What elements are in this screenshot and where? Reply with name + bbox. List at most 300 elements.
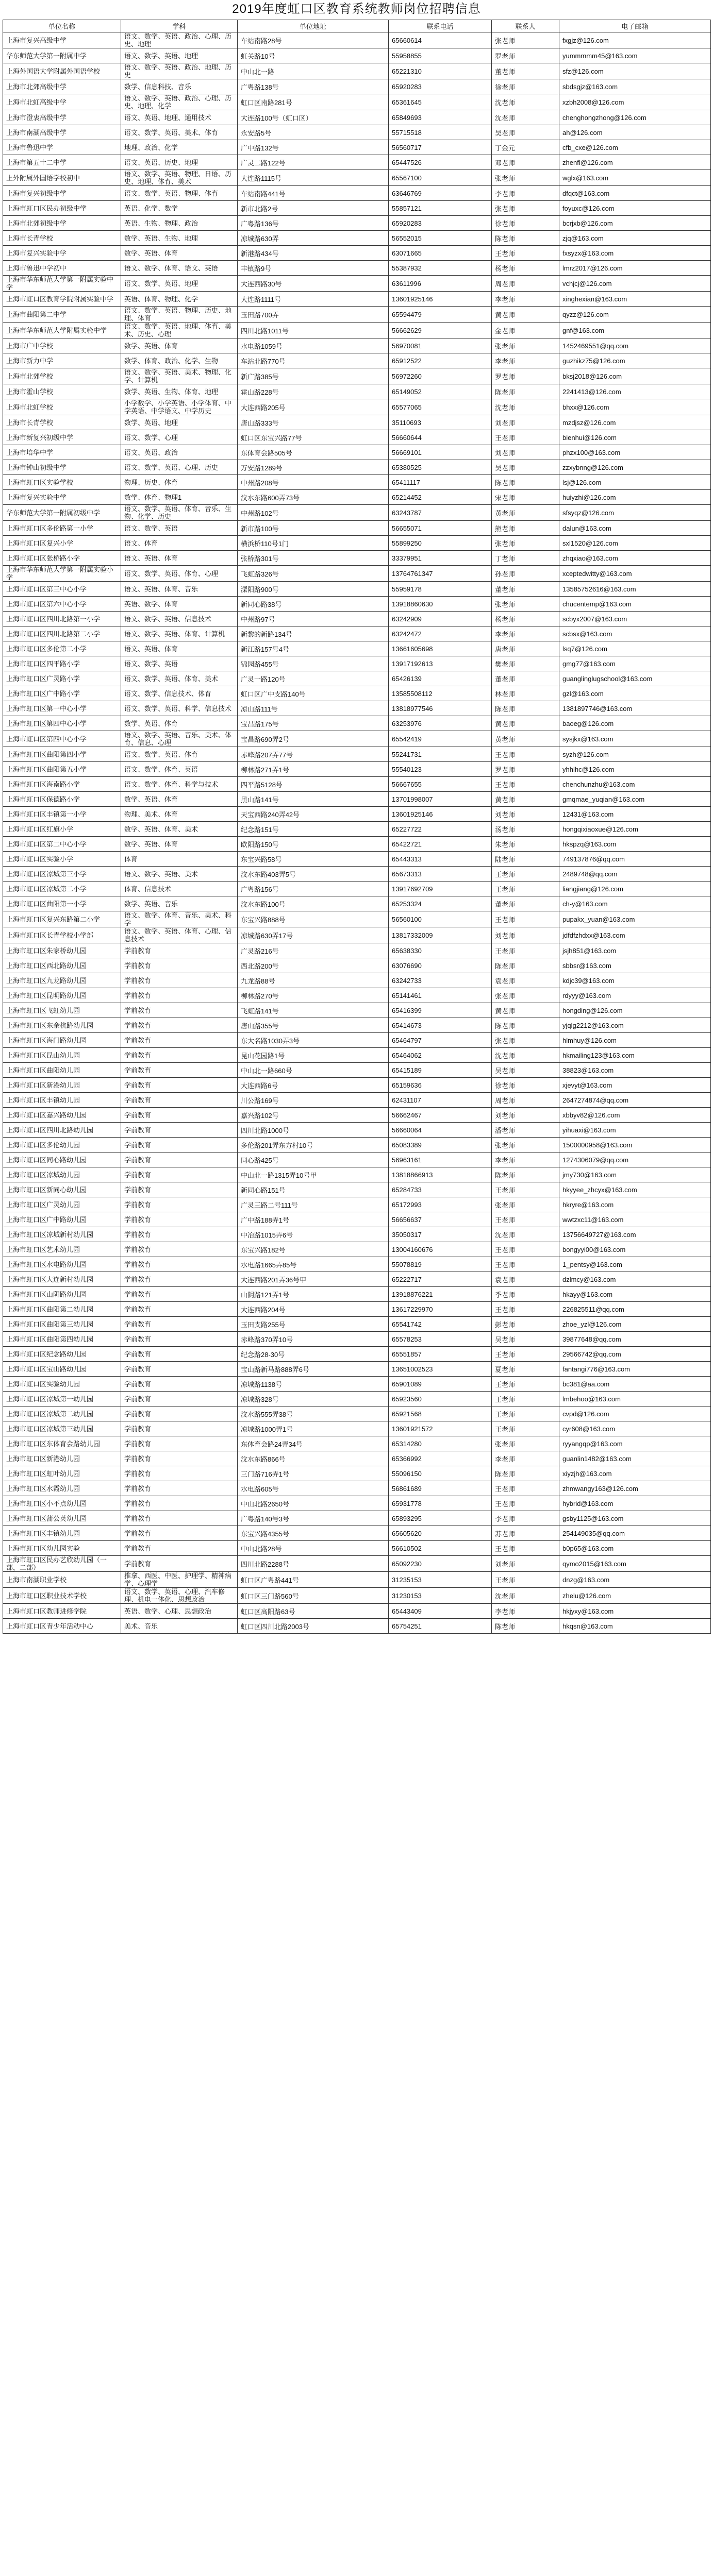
email-cell: wglx@163.com bbox=[559, 170, 711, 186]
column-header-address: 单位地址 bbox=[238, 20, 389, 32]
school-name-cell: 上海市虹口区四平路小学 bbox=[3, 656, 121, 671]
phone-cell: 56656637 bbox=[389, 1212, 492, 1227]
table-row bbox=[3, 170, 711, 186]
contact-person-cell: 王老师 bbox=[492, 1481, 559, 1496]
address-cell: 霍山路228号 bbox=[238, 384, 389, 399]
table-row bbox=[3, 445, 711, 460]
email-cell: vchjcj@126.com bbox=[559, 276, 711, 292]
table-row bbox=[3, 292, 711, 307]
address-cell: 赤峰路207弄77号 bbox=[238, 747, 389, 762]
address-cell: 中冶路1015弄6号 bbox=[238, 1227, 389, 1242]
contact-person-cell: 王老师 bbox=[492, 1421, 559, 1436]
phone-cell: 63076690 bbox=[389, 958, 492, 973]
school-name-cell: 上海市虹口区凉城第一幼儿园 bbox=[3, 1392, 121, 1406]
header-row bbox=[3, 20, 711, 32]
table-row bbox=[3, 1197, 711, 1212]
table-row bbox=[3, 1332, 711, 1347]
table-row bbox=[3, 792, 711, 807]
subject-cell: 学前教育 bbox=[121, 1182, 238, 1197]
email-cell: hybrid@163.com bbox=[559, 1496, 711, 1511]
email-cell: 2241413@126.com bbox=[559, 384, 711, 399]
contact-person-cell: 陈老师 bbox=[492, 1167, 559, 1182]
email-cell: bienhui@126.com bbox=[559, 430, 711, 445]
address-cell: 大连西路201弄36号甲 bbox=[238, 1272, 389, 1287]
table-row bbox=[3, 1572, 711, 1588]
table-row bbox=[3, 490, 711, 505]
school-name-cell: 上海市广中学校 bbox=[3, 338, 121, 353]
school-name-cell: 上海市长青学校 bbox=[3, 415, 121, 430]
contact-person-cell: 陈老师 bbox=[492, 701, 559, 716]
school-name-cell: 上海市虹口区凉城第三小学 bbox=[3, 867, 121, 882]
email-cell: sysjkx@163.com bbox=[559, 731, 711, 747]
email-cell: wwtzxc11@163.com bbox=[559, 1212, 711, 1227]
school-name-cell: 上海市虹口区保德路小学 bbox=[3, 792, 121, 807]
school-name-cell: 上海市虹口区蒲公英幼儿园 bbox=[3, 1511, 121, 1526]
subject-cell: 学前教育 bbox=[121, 958, 238, 973]
address-cell: 唐山路333号 bbox=[238, 415, 389, 430]
contact-person-cell: 袁老师 bbox=[492, 973, 559, 988]
contact-person-cell: 吴老师 bbox=[492, 125, 559, 140]
address-cell: 中山北一路 bbox=[238, 63, 389, 79]
table-row bbox=[3, 216, 711, 231]
contact-person-cell: 王老师 bbox=[492, 1496, 559, 1511]
email-cell: xjevyt@163.com bbox=[559, 1078, 711, 1093]
school-name-cell: 上海市虹口区东余杭路幼儿园 bbox=[3, 1018, 121, 1033]
subject-cell: 学前教育 bbox=[121, 1063, 238, 1078]
phone-cell: 56972260 bbox=[389, 368, 492, 384]
address-cell: 大连路1111号 bbox=[238, 292, 389, 307]
contact-person-cell: 王老师 bbox=[492, 1347, 559, 1362]
table-row bbox=[3, 63, 711, 79]
phone-cell: 13764761347 bbox=[389, 566, 492, 582]
subject-cell: 语文、数学、英语、政治、心理、历史、地理 bbox=[121, 32, 238, 48]
school-name-cell: 上海市虹口区实验学校 bbox=[3, 475, 121, 490]
address-cell: 玉田路700弄 bbox=[238, 307, 389, 323]
phone-cell: 65083389 bbox=[389, 1138, 492, 1153]
table-row bbox=[3, 671, 711, 686]
phone-cell: 13651002523 bbox=[389, 1362, 492, 1377]
phone-cell: 56970081 bbox=[389, 338, 492, 353]
address-cell: 汶水东路600弄73号 bbox=[238, 490, 389, 505]
email-cell: qymo2015@163.com bbox=[559, 1556, 711, 1572]
table-row bbox=[3, 807, 711, 822]
subject-cell: 学前教育 bbox=[121, 988, 238, 1003]
school-name-cell: 上海市复兴初级中学 bbox=[3, 186, 121, 201]
school-name-cell: 上海市虹口区新港幼儿园 bbox=[3, 1078, 121, 1093]
table-row bbox=[3, 1093, 711, 1108]
school-name-cell: 上海市虹口区飞虹幼儿园 bbox=[3, 1003, 121, 1018]
email-cell: cyr608@163.com bbox=[559, 1421, 711, 1436]
address-cell: 虹口区四川北路2003号 bbox=[238, 1619, 389, 1634]
subject-cell: 数学、英语、体育 bbox=[121, 716, 238, 731]
email-cell: bhxx@126.com bbox=[559, 399, 711, 415]
email-cell: pupakx_yuan@163.com bbox=[559, 911, 711, 927]
table-row bbox=[3, 261, 711, 276]
table-row bbox=[3, 867, 711, 882]
email-cell: hlmhuy@126.com bbox=[559, 1033, 711, 1048]
phone-cell: 65414673 bbox=[389, 1018, 492, 1033]
contact-person-cell: 朱老师 bbox=[492, 837, 559, 852]
subject-cell: 语文、数学、体育、科学与技术 bbox=[121, 777, 238, 792]
contact-person-cell: 丁金元 bbox=[492, 140, 559, 155]
address-cell: 凉山路111号 bbox=[238, 701, 389, 716]
address-cell: 锦园路455号 bbox=[238, 656, 389, 671]
address-cell: 新市北路2号 bbox=[238, 201, 389, 216]
table-row bbox=[3, 747, 711, 762]
subject-cell: 语文、体育 bbox=[121, 536, 238, 551]
address-cell: 汶水东路403弄5号 bbox=[238, 867, 389, 882]
phone-cell: 13661605698 bbox=[389, 641, 492, 656]
email-cell: cvpd@126.com bbox=[559, 1406, 711, 1421]
email-cell: 2489748@qq.com bbox=[559, 867, 711, 882]
phone-cell: 13701998007 bbox=[389, 792, 492, 807]
table-row bbox=[3, 1541, 711, 1556]
phone-cell: 65920283 bbox=[389, 79, 492, 94]
table-row bbox=[3, 626, 711, 641]
table-row bbox=[3, 1003, 711, 1018]
contact-person-cell: 王老师 bbox=[492, 867, 559, 882]
address-cell: 多伦路201弄东方村10号 bbox=[238, 1138, 389, 1153]
phone-cell: 55857121 bbox=[389, 201, 492, 216]
email-cell: b0p65@163.com bbox=[559, 1541, 711, 1556]
subject-cell: 英语、数学、体育 bbox=[121, 597, 238, 612]
phone-cell: 31230153 bbox=[389, 1588, 492, 1604]
email-cell: jdfdfzhdxx@163.com bbox=[559, 927, 711, 943]
table-row bbox=[3, 1123, 711, 1138]
address-cell: 虹关路10号 bbox=[238, 48, 389, 63]
school-name-cell: 上海市第五十二中学 bbox=[3, 155, 121, 170]
school-name-cell: 上海市虹口区昆明路幼儿园 bbox=[3, 988, 121, 1003]
school-name-cell: 上海市虹口区曲阳第一小学 bbox=[3, 896, 121, 911]
contact-person-cell: 董老师 bbox=[492, 582, 559, 597]
subject-cell: 数学、信息科技、音乐 bbox=[121, 79, 238, 94]
phone-cell: 56560100 bbox=[389, 911, 492, 927]
contact-person-cell: 周老师 bbox=[492, 276, 559, 292]
subject-cell: 语文、数学、英语、体育、心理、信息技术 bbox=[121, 927, 238, 943]
subject-cell: 语文、数学、体育、语文、英语 bbox=[121, 261, 238, 276]
subject-cell: 学前教育 bbox=[121, 1287, 238, 1302]
contact-person-cell: 徐老师 bbox=[492, 216, 559, 231]
email-cell: 1274306079@qq.com bbox=[559, 1153, 711, 1167]
table-row bbox=[3, 837, 711, 852]
school-name-cell: 上海市虹口区实验小学 bbox=[3, 852, 121, 867]
school-name-cell: 上海市虹口区曲阳第三幼儿园 bbox=[3, 1317, 121, 1332]
email-cell: foyuxc@126.com bbox=[559, 201, 711, 216]
email-cell: ch-y@163.com bbox=[559, 896, 711, 911]
phone-cell: 56660644 bbox=[389, 430, 492, 445]
address-cell: 四川北路1011号 bbox=[238, 323, 389, 338]
contact-person-cell: 董老师 bbox=[492, 63, 559, 79]
school-name-cell: 上外附属外国语学校初中 bbox=[3, 170, 121, 186]
phone-cell: 63242472 bbox=[389, 626, 492, 641]
table-row bbox=[3, 882, 711, 896]
subject-cell: 学前教育 bbox=[121, 1362, 238, 1377]
address-cell: 广灵路216号 bbox=[238, 943, 389, 958]
phone-cell: 65660614 bbox=[389, 32, 492, 48]
subject-cell: 语文、数学、英语、美术、体育 bbox=[121, 125, 238, 140]
table-row bbox=[3, 155, 711, 170]
subject-cell: 学前教育 bbox=[121, 1451, 238, 1466]
phone-cell: 65849693 bbox=[389, 110, 492, 125]
address-cell: 虹口区三门路560号 bbox=[238, 1588, 389, 1604]
address-cell: 飞虹路326号 bbox=[238, 566, 389, 582]
email-cell: xzbh2008@126.com bbox=[559, 94, 711, 110]
address-cell: 四平路5128号 bbox=[238, 777, 389, 792]
email-cell: 38823@163.com bbox=[559, 1063, 711, 1078]
subject-cell: 语文、数学、英语、物理、体育 bbox=[121, 186, 238, 201]
phone-cell: 65443313 bbox=[389, 852, 492, 867]
phone-cell: 65284733 bbox=[389, 1182, 492, 1197]
school-name-cell: 上海市霍山学校 bbox=[3, 384, 121, 399]
school-name-cell: 上海市虹口区朱家桥幼儿园 bbox=[3, 943, 121, 958]
table-row bbox=[3, 1167, 711, 1182]
table-row bbox=[3, 475, 711, 490]
email-cell: guanglinglugschool@163.com bbox=[559, 671, 711, 686]
table-row bbox=[3, 231, 711, 246]
email-cell: sbdsgjz@163.com bbox=[559, 79, 711, 94]
phone-cell: 63242909 bbox=[389, 612, 492, 626]
subject-cell: 学前教育 bbox=[121, 1257, 238, 1272]
contact-person-cell: 李老师 bbox=[492, 1604, 559, 1619]
subject-cell: 学前教育 bbox=[121, 1167, 238, 1182]
address-cell: 广灵一路120号 bbox=[238, 671, 389, 686]
email-cell: scbsx@163.com bbox=[559, 626, 711, 641]
contact-person-cell: 陆老师 bbox=[492, 852, 559, 867]
email-cell: jsjh851@163.com bbox=[559, 943, 711, 958]
subject-cell: 数学、英语、音乐 bbox=[121, 896, 238, 911]
contact-person-cell: 沈老师 bbox=[492, 1048, 559, 1063]
contact-person-cell: 黄老师 bbox=[492, 1003, 559, 1018]
address-cell: 中州路97号 bbox=[238, 612, 389, 626]
school-name-cell: 上海市北郊初级中学 bbox=[3, 216, 121, 231]
subject-cell: 语文、数学、英语、体育、音乐、生物、化学、历史 bbox=[121, 505, 238, 521]
phone-cell: 65551857 bbox=[389, 1347, 492, 1362]
phone-cell: 13917192613 bbox=[389, 656, 492, 671]
email-cell: fantangi776@163.com bbox=[559, 1362, 711, 1377]
phone-cell: 65567100 bbox=[389, 170, 492, 186]
email-cell: 749137876@qq.com bbox=[559, 852, 711, 867]
school-name-cell: 上海市虹口区小不点幼儿园 bbox=[3, 1496, 121, 1511]
contact-person-cell: 王老师 bbox=[492, 1392, 559, 1406]
email-cell: hkryre@163.com bbox=[559, 1197, 711, 1212]
subject-cell: 语文、数学、英语、政治、地理、历史 bbox=[121, 63, 238, 79]
phone-cell: 65411117 bbox=[389, 475, 492, 490]
address-cell: 广灵二路122号 bbox=[238, 155, 389, 170]
table-row bbox=[3, 399, 711, 415]
email-cell: 1381897746@163.com bbox=[559, 701, 711, 716]
subject-cell: 物理、美术、体育 bbox=[121, 807, 238, 822]
email-cell: hkayy@163.com bbox=[559, 1287, 711, 1302]
school-name-cell: 上海市虹口区复兴东路第二小学 bbox=[3, 911, 121, 927]
phone-cell: 13004160676 bbox=[389, 1242, 492, 1257]
table-row bbox=[3, 566, 711, 582]
address-cell: 车站南路28号 bbox=[238, 32, 389, 48]
address-cell: 丰镇路9号 bbox=[238, 261, 389, 276]
phone-cell: 55096150 bbox=[389, 1466, 492, 1481]
contact-person-cell: 王老师 bbox=[492, 882, 559, 896]
phone-cell: 55540123 bbox=[389, 762, 492, 777]
email-cell: 254149035@qq.com bbox=[559, 1526, 711, 1541]
email-cell: dalun@163.com bbox=[559, 521, 711, 536]
contact-person-cell: 王老师 bbox=[492, 1212, 559, 1227]
phone-cell: 65415189 bbox=[389, 1063, 492, 1078]
email-cell: ryyangqp@163.com bbox=[559, 1436, 711, 1451]
subject-cell: 学前教育 bbox=[121, 1302, 238, 1317]
email-cell: sxl1520@126.com bbox=[559, 536, 711, 551]
address-cell: 大连路1115号 bbox=[238, 170, 389, 186]
contact-person-cell: 陈老师 bbox=[492, 231, 559, 246]
school-name-cell: 上海市华东师范大学附属实验中学 bbox=[3, 323, 121, 338]
subject-cell: 语文、数学、英语、地理、体育、美术、历史、心理 bbox=[121, 323, 238, 338]
subject-cell: 推拿、西医、中医、护理学、精神病学、心理学 bbox=[121, 1572, 238, 1588]
address-cell: 同心路425号 bbox=[238, 1153, 389, 1167]
address-cell: 新港路434号 bbox=[238, 246, 389, 261]
table-row bbox=[3, 246, 711, 261]
school-name-cell: 上海市北郊学校 bbox=[3, 368, 121, 384]
contact-person-cell: 刘老师 bbox=[492, 445, 559, 460]
subject-cell: 美术、音乐 bbox=[121, 1619, 238, 1634]
contact-person-cell: 张老师 bbox=[492, 201, 559, 216]
school-name-cell: 上海市虹口区实验幼儿园 bbox=[3, 1377, 121, 1392]
email-cell: hongding@126.com bbox=[559, 1003, 711, 1018]
school-name-cell: 上海市虹口区嘉兴路幼儿园 bbox=[3, 1108, 121, 1123]
phone-cell: 65447526 bbox=[389, 155, 492, 170]
table-row bbox=[3, 1421, 711, 1436]
contact-person-cell: 熊老师 bbox=[492, 521, 559, 536]
email-cell: dfqct@163.com bbox=[559, 186, 711, 201]
email-cell: rdyyy@163.com bbox=[559, 988, 711, 1003]
table-row bbox=[3, 1466, 711, 1481]
subject-cell: 语文、数学、英语、体育 bbox=[121, 747, 238, 762]
contact-person-cell: 李老师 bbox=[492, 353, 559, 368]
table-row bbox=[3, 276, 711, 292]
table-row bbox=[3, 943, 711, 958]
subject-cell: 学前教育 bbox=[121, 973, 238, 988]
email-cell: yummmmm45@163.com bbox=[559, 48, 711, 63]
subject-cell: 学前教育 bbox=[121, 1153, 238, 1167]
email-cell: sbbsr@163.com bbox=[559, 958, 711, 973]
subject-cell: 学前教育 bbox=[121, 1138, 238, 1153]
table-row bbox=[3, 1287, 711, 1302]
phone-cell: 65901089 bbox=[389, 1377, 492, 1392]
address-cell: 凉城路630弄17号 bbox=[238, 927, 389, 943]
phone-cell: 13918860630 bbox=[389, 597, 492, 612]
email-cell: xiyzjh@163.com bbox=[559, 1466, 711, 1481]
subject-cell: 语文、数学、英语、心理、历史 bbox=[121, 460, 238, 475]
email-cell: bksj2018@126.com bbox=[559, 368, 711, 384]
email-cell: lmbehoo@163.com bbox=[559, 1392, 711, 1406]
subject-cell: 学前教育 bbox=[121, 1556, 238, 1572]
subject-cell: 学前教育 bbox=[121, 1317, 238, 1332]
email-cell: mzdjsz@126.com bbox=[559, 415, 711, 430]
email-cell: kdjc39@163.com bbox=[559, 973, 711, 988]
subject-cell: 语文、英语、体育、音乐 bbox=[121, 582, 238, 597]
subject-cell: 学前教育 bbox=[121, 1033, 238, 1048]
school-name-cell: 上海市鲁迅中学 bbox=[3, 140, 121, 155]
email-cell: gnf@163.com bbox=[559, 323, 711, 338]
contact-person-cell: 李老师 bbox=[492, 1153, 559, 1167]
subject-cell: 学前教育 bbox=[121, 1093, 238, 1108]
table-row bbox=[3, 731, 711, 747]
column-header-school: 单位名称 bbox=[3, 20, 121, 32]
school-name-cell: 上海市虹口区凉城第三幼儿园 bbox=[3, 1421, 121, 1436]
subject-cell: 学前教育 bbox=[121, 1541, 238, 1556]
contact-person-cell: 王老师 bbox=[492, 1302, 559, 1317]
email-cell: sfz@126.com bbox=[559, 63, 711, 79]
phone-cell: 65754251 bbox=[389, 1619, 492, 1634]
subject-cell: 学前教育 bbox=[121, 1227, 238, 1242]
phone-cell: 65227722 bbox=[389, 822, 492, 837]
email-cell: guanlin1482@163.com bbox=[559, 1451, 711, 1466]
address-cell: 水电路1665弄85号 bbox=[238, 1257, 389, 1272]
address-cell: 新广路385号 bbox=[238, 368, 389, 384]
school-name-cell: 上海市虹口区多伦路第一小学 bbox=[3, 521, 121, 536]
table-row bbox=[3, 1153, 711, 1167]
contact-person-cell: 吴老师 bbox=[492, 1063, 559, 1078]
address-cell: 东宝兴路182号 bbox=[238, 1242, 389, 1257]
school-name-cell: 上海市虹口区水电路幼儿园 bbox=[3, 1257, 121, 1272]
phone-cell: 63611996 bbox=[389, 276, 492, 292]
subject-cell: 语文、数学、信息技术、体育 bbox=[121, 686, 238, 701]
address-cell: 黑山路141号 bbox=[238, 792, 389, 807]
phone-cell: 65912522 bbox=[389, 353, 492, 368]
address-cell: 凉城路328号 bbox=[238, 1392, 389, 1406]
address-cell: 虹口区南路281号 bbox=[238, 94, 389, 110]
address-cell: 九龙路88号 bbox=[238, 973, 389, 988]
contact-person-cell: 王老师 bbox=[492, 747, 559, 762]
email-cell: zzxybnng@126.com bbox=[559, 460, 711, 475]
table-row bbox=[3, 656, 711, 671]
address-cell: 车站南路441号 bbox=[238, 186, 389, 201]
contact-person-cell: 张老师 bbox=[492, 170, 559, 186]
contact-person-cell: 林老师 bbox=[492, 686, 559, 701]
contact-person-cell: 张老师 bbox=[492, 32, 559, 48]
email-cell: gzl@163.com bbox=[559, 686, 711, 701]
email-cell: hkmailing123@163.com bbox=[559, 1048, 711, 1063]
table-row bbox=[3, 911, 711, 927]
table-row bbox=[3, 1481, 711, 1496]
address-cell: 东宝兴路4355号 bbox=[238, 1526, 389, 1541]
email-cell: xinghexian@163.com bbox=[559, 292, 711, 307]
subject-cell: 学前教育 bbox=[121, 1018, 238, 1033]
email-cell: hkyyee_zhcyx@163.com bbox=[559, 1182, 711, 1197]
email-cell: fxgjz@126.com bbox=[559, 32, 711, 48]
table-row bbox=[3, 110, 711, 125]
phone-cell: 65366992 bbox=[389, 1451, 492, 1466]
phone-cell: 63253976 bbox=[389, 716, 492, 731]
subject-cell: 语文、数学、英语、美术、物理、化学、计算机 bbox=[121, 368, 238, 384]
table-row bbox=[3, 701, 711, 716]
table-row bbox=[3, 582, 711, 597]
table-row bbox=[3, 612, 711, 626]
contact-person-cell: 王老师 bbox=[492, 911, 559, 927]
address-cell: 欧阳路150号 bbox=[238, 837, 389, 852]
email-cell: 1500000958@163.com bbox=[559, 1138, 711, 1153]
phone-cell: 65141461 bbox=[389, 988, 492, 1003]
phone-cell: 65931778 bbox=[389, 1496, 492, 1511]
school-name-cell: 华东师范大学第一附属初级中学 bbox=[3, 505, 121, 521]
email-cell: hkjyxy@163.com bbox=[559, 1604, 711, 1619]
contact-person-cell: 宋老师 bbox=[492, 490, 559, 505]
address-cell: 柳林路271弄1号 bbox=[238, 762, 389, 777]
table-row bbox=[3, 762, 711, 777]
subject-cell: 体育、信息技术 bbox=[121, 882, 238, 896]
email-cell: cfb_cxe@126.com bbox=[559, 140, 711, 155]
phone-cell: 62431107 bbox=[389, 1093, 492, 1108]
contact-person-cell: 杨老师 bbox=[492, 612, 559, 626]
email-cell: gmqmae_yuqian@163.com bbox=[559, 792, 711, 807]
address-cell: 广粤路140号3号 bbox=[238, 1511, 389, 1526]
